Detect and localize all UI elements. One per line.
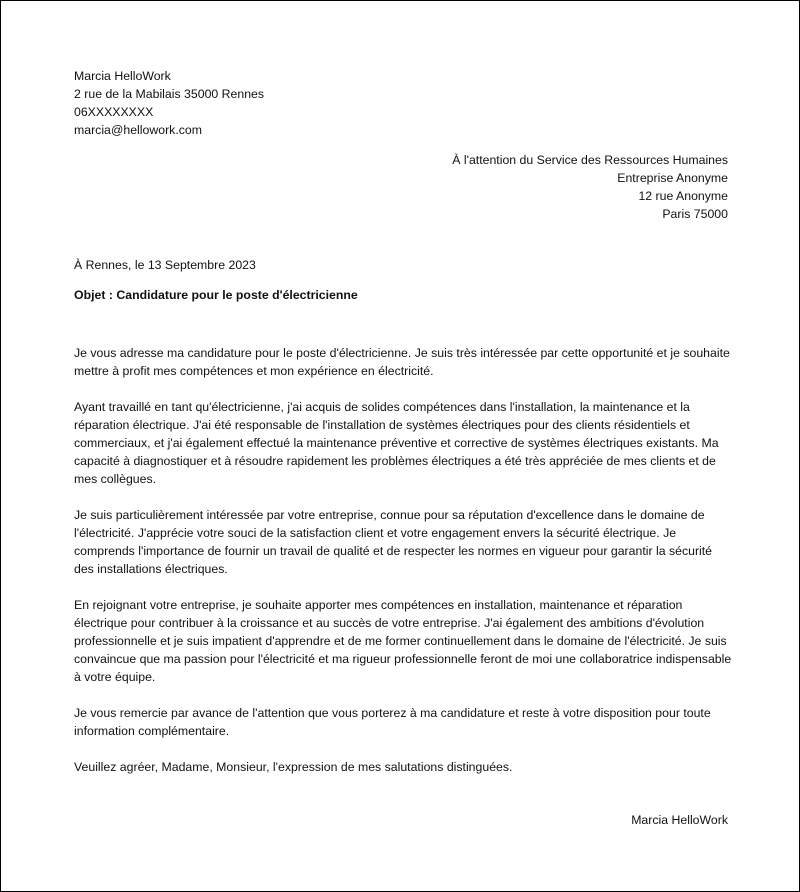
paragraph-contribution: En rejoignant votre entreprise, je souhaite apporter mes compétences en installation, maintenance et réparation électrique pour contribuer à la croissance et au succès de votre entreprise. J'ai également des ambitions d'évolution professionnelle et je suis impatient d'apprendre et de me former continuellement dans le domaine de l'électricité. Je suis convaincue que ma passion pour l'électricité et ma rigueur professionnelle feront de moi une collaboratrice indispensable à votre équipe.: [74, 598, 732, 684]
sender-name: Marcia HelloWork: [74, 69, 171, 83]
subject-line: Objet : Candidature pour le poste d'électricienne: [74, 288, 358, 302]
sender-phone: 06XXXXXXXX: [74, 105, 154, 119]
paragraph-thanks: Je vous remercie par avance de l'attention que vous porterez à ma candidature et reste à votre disposition pour toute information complémentaire.: [74, 706, 711, 738]
sender-address: 2 rue de la Mabilais 35000 Rennes: [74, 87, 265, 101]
paragraph-closing: Veuillez agréer, Madame, Monsieur, l'expression de mes salutations distinguées.: [74, 760, 513, 774]
sender-block: [74, 67, 264, 139]
date-line: À Rennes, le 13 Septembre 2023: [74, 258, 256, 272]
recipient-company: Entreprise Anonyme: [617, 171, 728, 185]
paragraph-company-interest: Je suis particulièrement intéressée par votre entreprise, connue pour sa réputation d'excellence dans le domaine de l'électricité. J'apprécie votre souci de la satisfaction client et votre engagement envers la sécurité électrique. Je comprends l'importance de fournir un travail de qualité et de respecter les normes en vigueur pour garantir la sécurité des installations électriques.: [74, 508, 713, 576]
recipient-street: 12 rue Anonyme: [638, 189, 728, 203]
letter-body: [74, 344, 734, 776]
recipient-block: [452, 151, 728, 223]
paragraph-intro: Je vous adresse ma candidature pour le poste d'électricienne. Je suis très intéressée par cette opportunité et je souhaite mettre à profit mes compétences et mon expérience en électricité.: [74, 346, 730, 378]
sender-email: marcia@hellowork.com: [74, 123, 202, 137]
signature: Marcia HelloWork: [631, 813, 728, 827]
recipient-city: Paris 75000: [662, 207, 728, 221]
recipient-attention: À l'attention du Service des Ressources Humaines: [452, 153, 728, 167]
paragraph-experience: Ayant travaillé en tant qu'électricienne, j'ai acquis de solides compétences dans l'installation, la maintenance et la réparation électrique. J'ai été responsable de l'installation de systèmes électriques pour des clients résidentiels et commerciaux, et j'ai également effectué la maintenance préventive et corrective de systèmes électriques existants. Ma capacité à diagnostiquer et à résoudre rapidement les problèmes électriques a été très appréciée de mes clients et de mes collègues.: [74, 400, 719, 486]
